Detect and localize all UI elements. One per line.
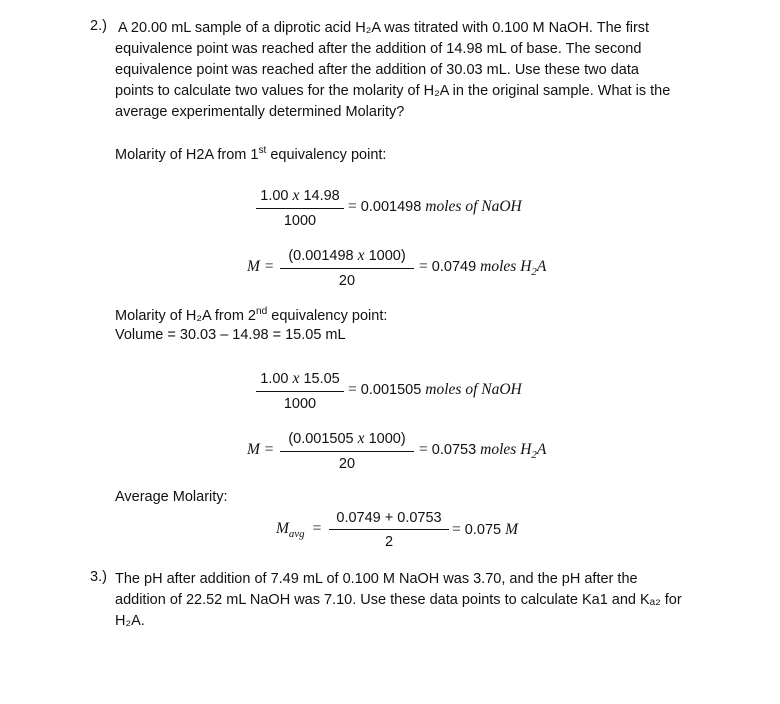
question-2-line-5: average experimentally determined Molarity? [115, 104, 405, 120]
question-2-line-4: points to calculate two values for the molarity of H₂A in the original sample. What is the [115, 83, 671, 99]
section-1-molarity-lhs: M = [247, 258, 275, 275]
section-2-volume: Volume = 30.03 – 14.98 = 15.05 mL [115, 327, 346, 343]
section-2-molarity-fraction: (0.001505 x 1000) 20 [280, 430, 414, 472]
section-1-moles-fraction: 1.00 x 14.98 1000 [256, 187, 344, 229]
section-2-molarity-lhs: M = [247, 441, 275, 458]
question-2-number: 2.) [90, 18, 107, 34]
question-2-line-1: A 20.00 mL sample of a diprotic acid H₂A was titrated with 0.100 M NaOH. The first [118, 20, 650, 36]
section-2-moles-result: = 0.001505 moles of NaOH [348, 381, 522, 398]
average-result: = 0.075 M [452, 521, 519, 538]
question-2-line-2: equivalence point was reached after the addition of 14.98 mL of base. The second [115, 41, 642, 57]
question-3-line-3: H₂A. [115, 613, 145, 629]
question-2-line-3: equivalence point was reached after the addition of 30.03 mL. Use these two data [115, 62, 639, 78]
section-2-label: Molarity of H₂A from 2nd equivalency point: [115, 306, 388, 324]
section-1-moles-result: = 0.001498 moles of NaOH [348, 198, 522, 215]
question-3-line-2: addition of 22.52 mL NaOH was 7.10. Use these data points to calculate Ka1 and Kₐ₂ for [115, 592, 682, 608]
average-lhs: $M_{avg}$ = [276, 520, 322, 541]
section-1-label: Molarity of H2A from 1st equivalency point: [115, 145, 387, 163]
section-2-moles-fraction: 1.00 x 15.05 1000 [256, 370, 344, 412]
section-1-molarity-result: = 0.0749 moles $H_2A$ [419, 258, 547, 279]
section-2-molarity-result: = 0.0753 moles $H_2A$ [419, 441, 547, 462]
average-fraction: 0.0749 + 0.0753 2 [329, 510, 449, 550]
question-3-line-1: The pH after addition of 7.49 mL of 0.100 M NaOH was 3.70, and the pH after the [115, 571, 638, 587]
question-3-number: 3.) [90, 569, 107, 585]
section-1-molarity-fraction: (0.001498 x 1000) 20 [280, 247, 414, 289]
average-label: Average Molarity: [115, 489, 228, 505]
